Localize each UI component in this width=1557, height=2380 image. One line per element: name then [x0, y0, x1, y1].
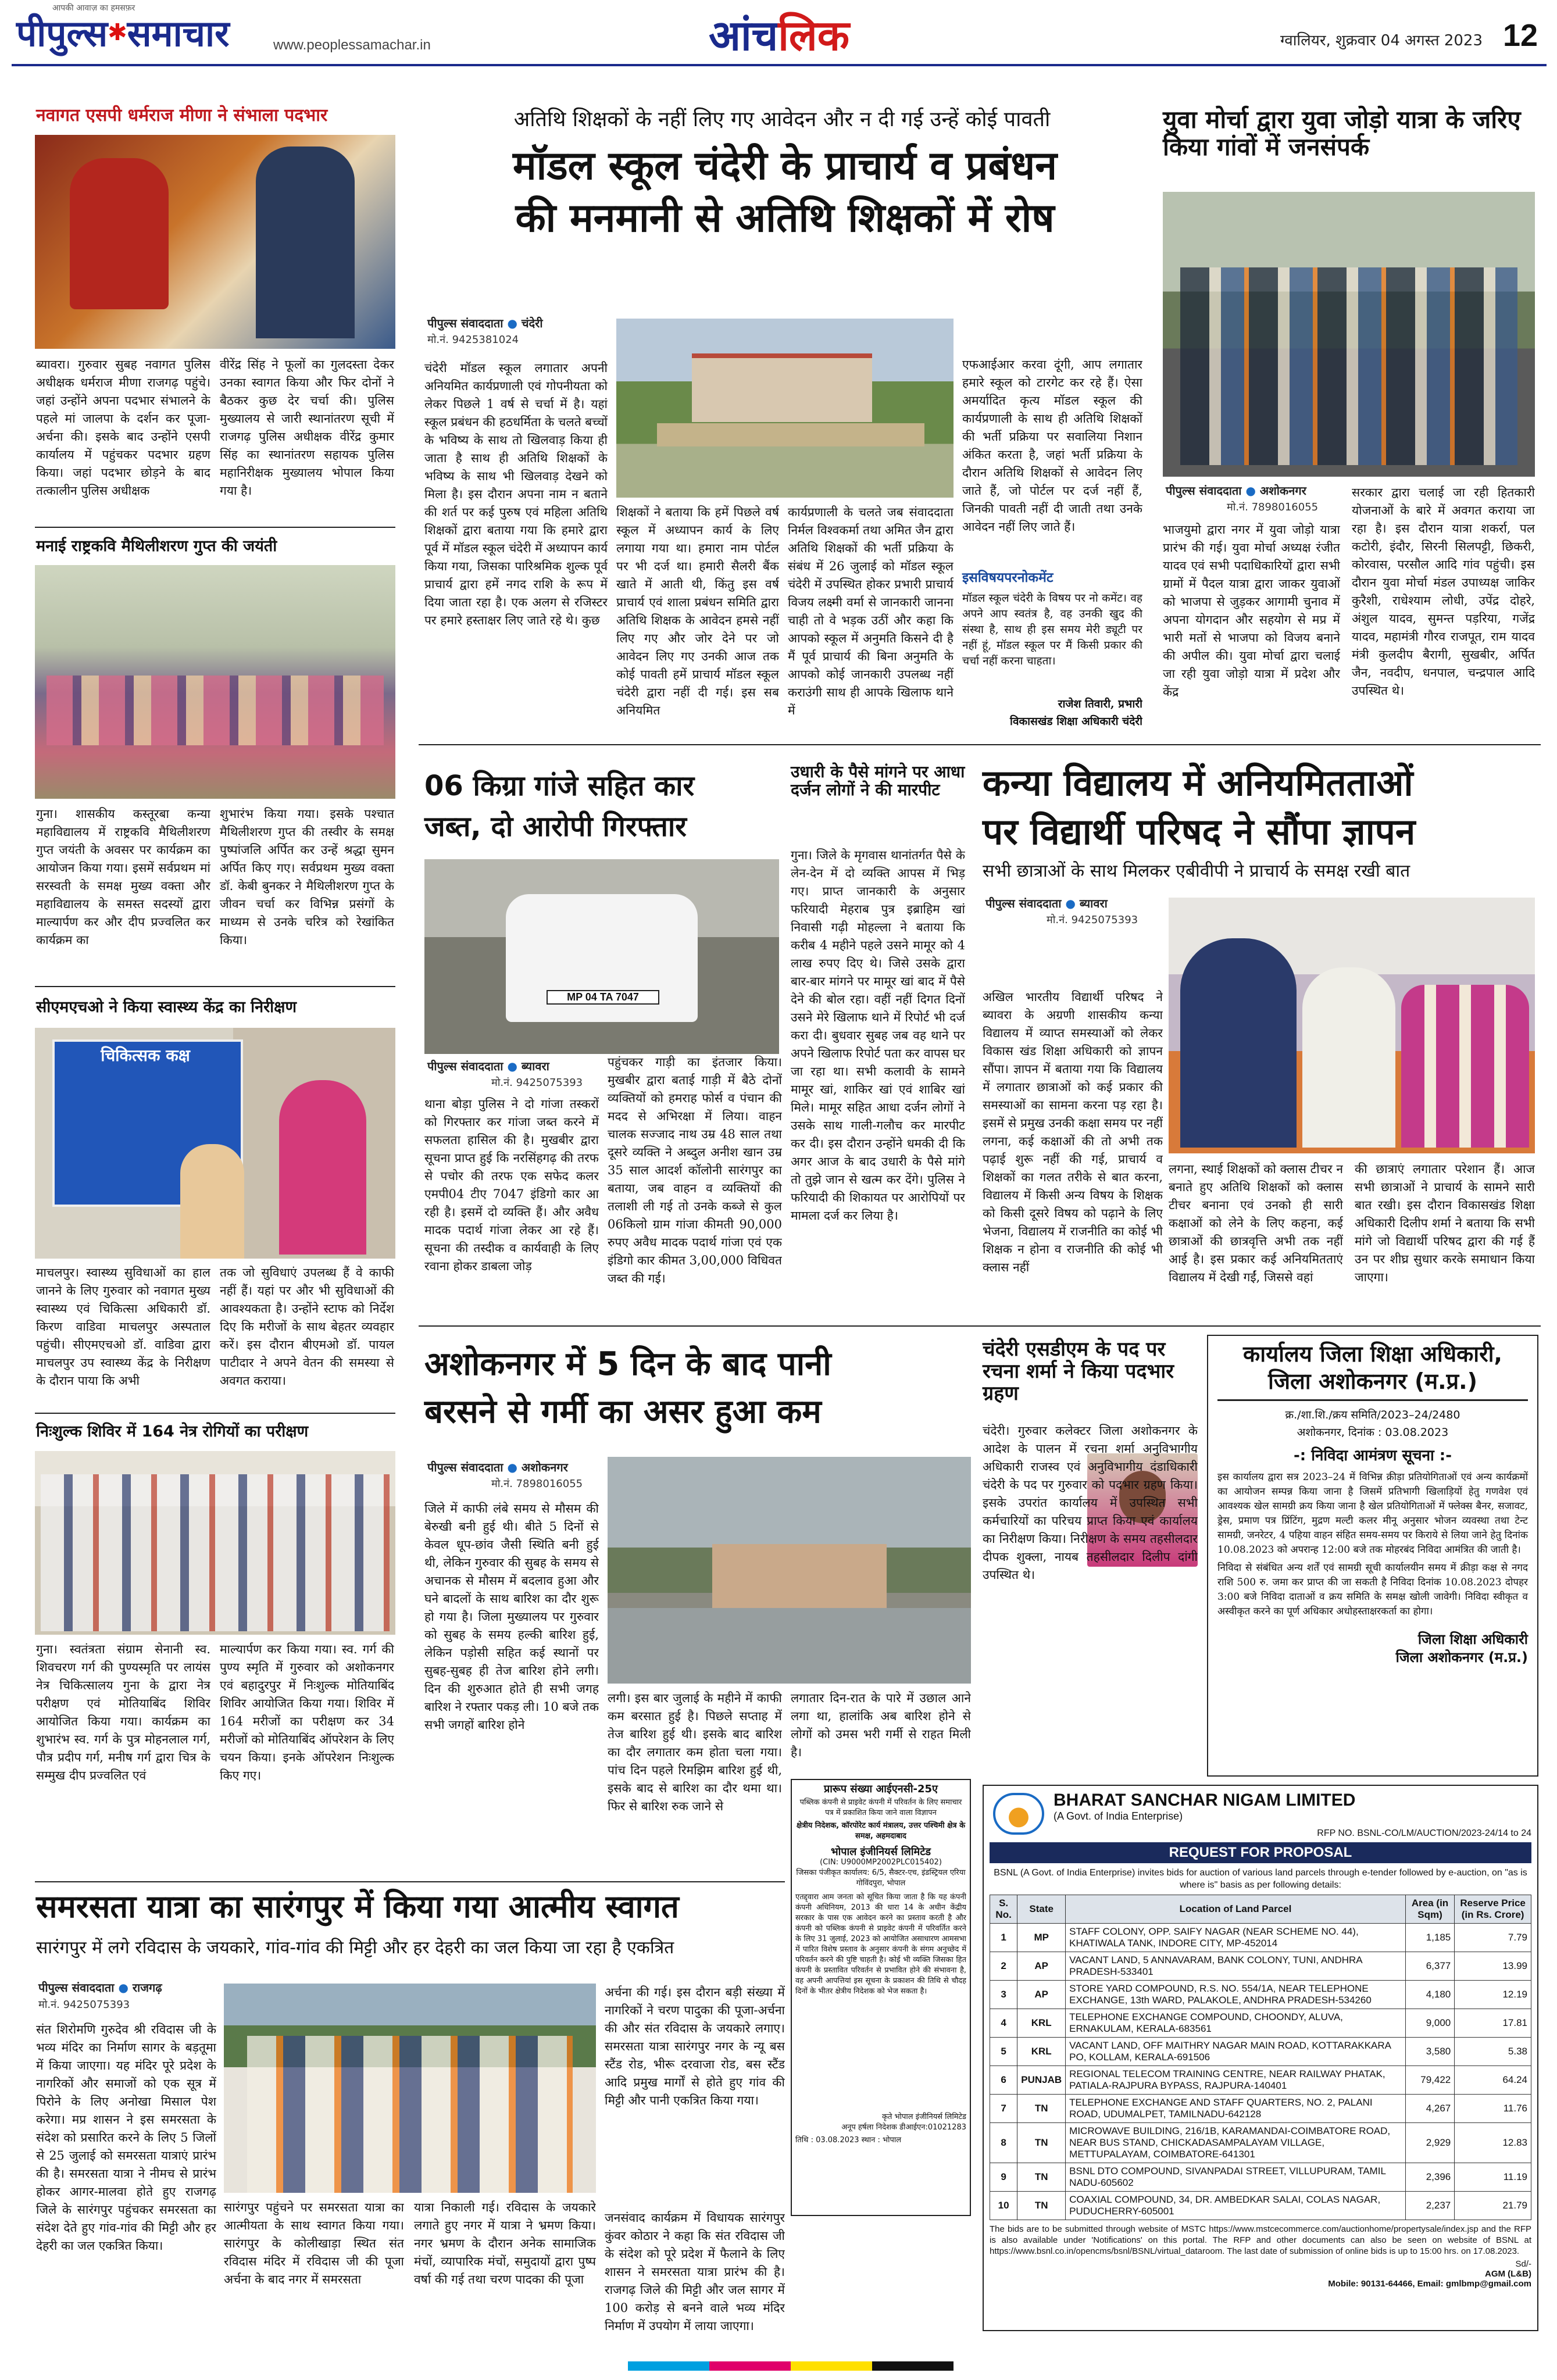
chc-photo	[35, 1028, 395, 1259]
lead-col2: शिक्षकों ने बताया कि हमें पिछले वर्ष स्कूल में अध्यापन कार्य के लिए लगाया गया था। हमारा नाम पोर्टल पर भी दर्ज था। हमारी सैलरी बैंक खाते में आती थी, किंतु इस वर्ष प्राचार्य एवं शाला प्रबंधन समिति द्वारा अतिथि शिक्षक के आवेदन हमसे नहीं लिए गए और जोर देने पर जो आवेदन लिए गए उनकी आज तक कोई पावती हमें प्राचार्य मॉडल स्कूल चंदेरी द्वारा नहीं दी गई। इस सब अनियमित	[616, 505, 779, 717]
inc-notice-box	[791, 1779, 971, 2216]
table-cell: STORE YARD COMPOUND, R.S. NO. 554/1A, NEAR TELEPHONE EXCHANGE, 13th WARD, PALAKOLE, ANDHRA PRADESH-534260	[1066, 1980, 1406, 2009]
lead-col1: चंदेरी मॉडल स्कूल लगातार अपनी अनियमित कार्यप्रणाली एवं गोपनीयता को लेकर पिछले 1 वर्ष से चर्चा में है। यहां स्कूल प्रबंधन की हठधर्मिता के चलते बच्चों के भविष्य के साथ तो खिलवाड़ किया ही जाता है साथ ही अतिथि शिक्षकों के भविष्य के साथ भी खिलवाड़ देखने को मिला है। इस दौरान अपना नाम न बताने की शर्त पर कई पुरुष एवं महिला अतिथि शिक्षकों द्वारा बताया गया कि हमारे द्वारा पूर्व में मॉडल स्कूल चंदेरी में अध्यापन कार्य किया गया, जिसका पारिश्रमिक शुल्क पूर्व प्राचार्य द्वारा हमें नगद राशि के रूप में दिया जाता रहा है। एक अलग से रजिस्टर पर हमारे हस्ताक्षर लिए जाते रहे थे। कुछ	[424, 361, 608, 627]
table-cell: 11.19	[1455, 2163, 1531, 2191]
abvp-photo	[1169, 898, 1535, 1153]
yatra-mobile: मो.नं. 7898016055	[1227, 501, 1319, 513]
table-cell: TN	[1017, 2191, 1066, 2220]
inc-notice-director: अनूप हर्षला निदेशक डीआईएन:01021283	[841, 2123, 966, 2132]
samrasta-col1: संत शिरोमणि गुरुदेव श्री रविदास जी के भव्य मंदिर का निर्माण सागर के बड़तूमा में किया जाएगा। यह मंदिर पूरे प्रदेश के नागरिकों और समाजों को एक सूत्र में पिरोने के लिए अनोखा मिसाल पेश करेगा। मप्र शासन ने इस समरसता के संदेश को प्रसारित करने के लिए 5 जिलों से 25 जुलाई को समरसता यात्राएं प्रारंभ की है। समरसता यात्रा ने नीमच से प्रारंभ होकर आगर-मालवा होते हुए राजगढ़ जिले के सारंगपुर पहुंचकर समरसता का संदेश देते हुए गांव-गांव की मिट्टी और हर देहरी का जल एकत्रित किया।	[36, 2022, 216, 2253]
udhari-headline: उधारी के पैसे मांगने पर आधा दर्जन लोगों ने की मारपीट	[791, 762, 965, 800]
abvp-col3: की छात्राएं लगातार परेशान हैं। आज सभी छात्राओं ने प्राचार्य के सामने सारी बात रखी। इस दौरान विकासखंड शिक्षा अधिकारी दिलीप शर्मा ने बताया कि सभी मांगे जो विद्यार्थी परिषद द्वारा की गई हैं उन पर शीघ्र सुधार करके समाधान किया जाएगा।	[1355, 1162, 1535, 1284]
table-cell: 2,929	[1405, 2122, 1454, 2163]
deo-title-line2: जिला अशोकनगर (म.प्र.)	[1268, 1368, 1477, 1394]
table-cell: VACANT LAND, 5 ANNAVARAM, BANK COLONY, TUNI, ANDHRA PRADESH-533401	[1066, 1952, 1406, 1980]
udhari-photo	[791, 842, 965, 846]
abvp-byline: पीपुल्स संवाददाता ● ब्यावरा	[985, 896, 1108, 910]
bsnl-sub: (A Govt. of India Enterprise)	[1054, 1810, 1183, 1822]
bsnl-sign2: AGM (L&B)	[1485, 2268, 1531, 2279]
lead-comment-sign2: विकासखंड शिक्षा अधिकारी चंदेरी	[1010, 715, 1142, 728]
brand-prefix: पीपुल्स	[16, 12, 108, 55]
rain-col2: लगी। इस बार जुलाई के महीने में काफी कम बरसात हुई है। पिछले सप्ताह में तेज बारिश हुई थी। इसके बाद बारिश का दौर लगातार कम होता चला गया। पांच दिन पहले रिमझिम बारिश हुई थी, इसके बाद से बारिश का दौर थमा था। फिर से बारिश रुक जाने से	[608, 1691, 782, 1813]
lead-byline: पीपुल्स संवाददाता ● चंदेरी	[427, 316, 543, 330]
samrasta-headline: समरसता यात्रा का सारंगपुर में किया गया आत्मीय स्वागत	[36, 1888, 679, 1925]
ganja-headline-line2: जब्त, दो आरोपी गिरफ्तार	[424, 810, 687, 843]
divider	[35, 527, 395, 528]
table-cell: 2,396	[1405, 2163, 1454, 2191]
yatra-headline: युवा मोर्चा द्वारा युवा जोड़ो यात्रा के जरिए किया गांवों में जनसंपर्क	[1163, 105, 1521, 162]
deo-sign1: जिला शिक्षा अधिकारी	[1417, 1631, 1528, 1648]
samrasta-col3: यात्रा निकाली गई। रविदास के जयकारे लगाते हुए नगर में यात्रा ने भ्रमण किया। नगर भ्रमण के दौरान अनेक सामाजिक मंचों, व्यापारिक मंचों, समुदायों द्वारा पुष्प वर्षा की गई तथा चरण पादका की पूजा	[414, 2200, 596, 2286]
table-cell: TN	[1017, 2163, 1066, 2191]
byline-name: पीपुल्स संवाददाता	[985, 896, 1062, 910]
table-cell: KRL	[1017, 2037, 1066, 2065]
eye-camp-photo	[35, 1451, 395, 1635]
samrasta-subhead: सारंगपुर में लगे रविदास के जयकारे, गांव-गांव की मिट्टी और हर देहरी का जल किया जा रहा है एकत्रित	[36, 1938, 674, 1958]
lead-headline-line2: की मनमानी से अतिथि शिक्षकों में रोष	[515, 195, 1055, 241]
ganja-headline-line1: 06 किग्रा गांजे सहित कार	[424, 770, 695, 802]
table-row	[990, 2122, 1531, 2163]
table-cell: 4,267	[1405, 2094, 1454, 2122]
deo-ref: क्र./शा.शि./क्रय समिति/2023–24/2480	[1285, 1409, 1460, 1422]
deo-date: अशोकनगर, दिनांक : 03.08.2023	[1297, 1426, 1449, 1439]
lead-school-photo	[616, 319, 954, 498]
table-cell: 7	[990, 2094, 1017, 2122]
table-cell: TN	[1017, 2122, 1066, 2163]
chc-col1: माचलपुर। स्वास्थ्य सुविधाओं का हाल जानने के लिए गुरुवार को नवागत मुख्य स्वास्थ्य एवं चिकित्सा अधिकारी डॉ. किरण वाडिवा माचलपुर अस्पताल पहुंची। सीएमएचओ डॉ. वाडिवा द्वारा माचलपुर उप स्वास्थ्य केंद्र के निरीक्षण के दौरान पाया कि अभी	[36, 1266, 210, 1388]
table-cell: 64.24	[1455, 2065, 1531, 2094]
yatra-photo	[1163, 192, 1535, 477]
table-cell: AP	[1017, 1980, 1066, 2009]
bsnl-rfp-no: RFP NO. BSNL-CO/LM/AUCTION/2023-24/14 to 24	[1317, 1828, 1531, 1838]
table-cell: 9	[990, 2163, 1017, 2191]
lead-mobile: मो.नं. 9425381024	[427, 334, 519, 346]
divider	[1217, 1399, 1528, 1401]
section-title-part2: लिक	[778, 11, 850, 60]
bsnl-contact: Mobile: 90131-64466, Email: gmlbmp@gmail.com	[1328, 2278, 1531, 2289]
table-cell: 17.81	[1455, 2009, 1531, 2037]
table-header-cell: S. No.	[990, 1895, 1017, 1923]
table-row	[990, 2191, 1531, 2220]
inc-notice-title: प्रारूप संख्या आईएनसी-25ए	[824, 1783, 938, 1795]
table-cell: 4	[990, 2009, 1017, 2037]
lead-kicker: अतिथि शिक्षकों के नहीं लिए गए आवेदन और न दी गई उन्हें कोई पावती	[513, 108, 1051, 131]
table-cell: 3,580	[1405, 2037, 1454, 2065]
rain-col1: जिले में काफी लंबे समय से मौसम की बेरुखी बनी हुई थी। बीते 5 दिनों से केवल धूप-छांव जैसी स्थिति बनी हुई थी, लेकिन गुरुवार की सुबह के समय से अचानक से मौसम में बदलाव हुआ और घने बादलों के साथ बारिश का दौर शुरू हो गया है। जिला मुख्यालय पर गुरुवार को सुबह के समय हल्की बारिश हुई, लेकिन पड़ोसी सहित कई स्थानों पर सुबह-सुबह ही तेज बारिश होने लगी। दिन की शुरुआत होते ही सभी जगह बारिश ने रफ्तार पकड़ ली। 10 बजे तक सभी जगहों बारिश होने	[424, 1502, 599, 1732]
table-cell: 5.38	[1455, 2037, 1531, 2065]
table-row	[990, 2163, 1531, 2191]
table-row	[990, 2009, 1531, 2037]
ganja-mobile: मो.नं. 9425075393	[491, 1077, 583, 1089]
abvp-headline-line1: कन्या विद्यालय में अनियमितताओं	[983, 762, 1413, 804]
bsnl-intro: BSNL (A Govt. of India Enterprise) invites bids for auction of various land parcels through e-tender followed by e-auction, on "as is where is" basis as per following details:	[994, 1867, 1527, 1890]
table-header-cell: State	[1017, 1895, 1066, 1923]
brand-tagline: आपकी आवाज़ का हमसफ़र	[52, 3, 135, 13]
abvp-col2: लगना, स्थाई शिक्षकों को क्लास टीचर न बनाते हुए अतिथि शिक्षकों को क्लास टीचर बनाना एवं उनको ही सारी कक्षाओं को लेने के लिए कहना, कई छात्राओं की छात्रवृत्ति अभी तक नहीं आई है। इस प्रकार कई अनियमितताएं विद्यालय में देखी गईं, जिससे वहां	[1169, 1162, 1343, 1284]
inc-notice-place-date: तिथि : 03.08.2023 स्थान : भोपाल	[795, 2136, 902, 2145]
table-header-cell: Location of Land Parcel	[1066, 1895, 1406, 1923]
table-cell: VACANT LAND, OFF MAITHRY NAGAR MAIN ROAD, KOTTARAKKARA PO, KOLLAM, KERALA-691506	[1066, 2037, 1406, 2065]
ganja-byline: पीपुल्स संवाददाता ● ब्यावरा	[427, 1059, 549, 1073]
inc-notice-to: क्षेत्रीय निदेशक, कॉरपोरेट कार्य मंत्रालय, उत्तर पश्चिमी क्षेत्र के समक्ष, अहमदाबाद	[796, 1821, 966, 1841]
inc-notice-body: एतद्द्वारा आम जनता को सूचित किया जाता है कि यह कंपनी कंपनी अधिनियम, 2013 की धारा 14 के अधीन केंद्रीय सरकार के पास एक आवेदन करने का प्रस्ताव करती है और कंपनी को पब्लिक कंपनी से प्राइवेट कंपनी में परिवर्तित करने के लिए 31 जुलाई, 2023 को आयोजित असाधारण आमसभा में पारित विशेष प्रस्ताव के अनुसार कंपनी के संगम अनुच्छेद में परिवर्तन करने की पुष्टि चाहती है। कोई भी व्यक्ति जिसका हित कंपनी के प्रस्तावित परिवर्तन से प्रभावित होने की संभावना है, वह अपनी आपत्तियां इस सूचना के प्रकाशन की तिथि से चौदह दिनों के भीतर क्षेत्रीय निदेशक को भेज सकता है।	[795, 1893, 966, 1996]
table-row	[990, 2065, 1531, 2094]
masthead	[0, 0, 1557, 69]
chc-headline: सीएमएचओ ने किया स्वास्थ्य केंद्र का निरीक्षण	[36, 998, 297, 1016]
bsnl-footer: The bids are to be submitted through website of MSTC https://www.mstcecommerce.com/auctionhome/propertysale/index.jsp and the RFP is also available under 'Notifications' on this portal. The RFP and other documents can also be seen on website of BSNL at https://www.bsnl.co.in/opencms/bsnl/BSNL/virtual_dataroom. The last date of submission of online bids is up to 15:00 hrs. on 17.08.2023.	[990, 2224, 1531, 2256]
table-row	[990, 2037, 1531, 2065]
page-number: 12	[1502, 18, 1538, 53]
table-cell: TN	[1017, 2094, 1066, 2122]
deo-title-line1: कार्यालय जिला शिक्षा अधिकारी,	[1243, 1341, 1502, 1367]
deo-para2: निविदा से संबंधित अन्य शर्तें एवं सामग्री सूची कार्यालयीन समय में क्रीड़ा कक्ष से नगद राशि 500 रु. जमा कर प्राप्त की जा सकती है निविदा दिनांक 10.08.2023 दोपहर 3:00 बजे निविदा दाताओं व क्रय समिति के समक्ष खोली जावेगी। निविदा स्वीकृत व अस्वीकृत करने का पूर्ण अधिकार अधोहस्ताक्षरकर्ता का होगा।	[1217, 1562, 1528, 1618]
dateline: ग्वालियर, शुक्रवार 04 अगस्त 2023	[1280, 32, 1483, 49]
section-title	[669, 6, 890, 58]
table-cell: 3	[990, 1980, 1017, 2009]
deo-notice-head: -: निविदा आमंत्रण सूचना :-	[1294, 1447, 1452, 1465]
table-cell: AP	[1017, 1952, 1066, 1980]
byline-place: अशोकनगर	[521, 1460, 568, 1474]
chc-board-title: चिकित्सक कक्ष	[101, 1046, 190, 1065]
bsnl-request-title: REQUEST FOR PROPOSAL	[990, 1842, 1531, 1863]
website-link[interactable]: www.peoplessamachar.in	[273, 37, 431, 53]
table-cell: KRL	[1017, 2009, 1066, 2037]
table-cell: 79,422	[1405, 2065, 1454, 2094]
inc-notice-intro: पब्लिक कंपनी से प्राइवेट कंपनी में परिवर्तन के लिए समाचार पत्र में प्रकाशित किया जाने वाला विज्ञापन	[799, 1798, 962, 1818]
table-cell: 12.19	[1455, 1980, 1531, 2009]
jayanti-col2: शुभारंभ किया गया। इसके पश्चात मैथिलीशरण गुप्त की तस्वीर के समक्ष पुष्पांजलि अर्पित कर उन्हें श्रद्धा सुमन अर्पित किए गए। सर्वप्रथम मुख्य वक्ता डॉ. केबी बुनकर ने मैथिलीशरण गुप्त के जीवन चर्चा कर विभिन्न प्रसंगों के माध्यम से उनके चरित्र को रेखांकित किया।	[220, 807, 394, 947]
byline-place: ब्यावरा	[1079, 896, 1108, 910]
table-cell: 4,180	[1405, 1980, 1454, 2009]
bsnl-land-table	[990, 1895, 1531, 2220]
table-cell: 5	[990, 2037, 1017, 2065]
print-color-bar	[628, 2361, 954, 2371]
byline-name: पीपुल्स संवाददाता	[427, 316, 503, 330]
ganja-car-photo	[424, 859, 779, 1054]
eye-camp-col1: गुना। स्वतंत्रता संग्राम सेनानी स्व. शिवचरण गर्ग की पुण्यस्मृति पर लायंस नेत्र चिकित्सालय गुना के द्वारा नेत्र परीक्षण एवं मोतियाबिंद शिविर आयोजित किया गया। कार्यक्रम का शुभारंभ स्व. गर्ग के पुत्र मोहनलाल गर्ग, पौत्र प्रदीप गर्ग, मनीष गर्ग द्वारा चित्र के सम्मुख दीप प्रज्वलित एवं	[36, 1642, 210, 1782]
table-row	[990, 2094, 1531, 2122]
table-cell: 12.83	[1455, 2122, 1531, 2163]
sp-story-photo	[35, 135, 395, 349]
byline-name: पीपुल्स संवाददाता	[1166, 484, 1242, 498]
ganja-number-plate: MP 04 TA 7047	[547, 990, 659, 1005]
rain-col3: लगातार दिन-रात के पारे में उछाल आने लगा था, हालांकि अब बारिश होने से लोगों को उमस भरी गर्मी से राहत मिली है।	[791, 1691, 971, 1759]
abvp-subhead: सभी छात्राओं के साथ मिलकर एबीवीपी ने प्राचार्य के समक्ष रखी बात	[983, 861, 1410, 881]
deo-notice-box	[1207, 1335, 1538, 1777]
bsnl-logo	[993, 1793, 1044, 1835]
sdm-body: चंदेरी। गुरुवार कलेक्टर जिला अशोकनगर के आदेश के पालन में रचना शर्मा अनुविभागीय अधिकारी राजस्व एवं अनुविभागीय दंडाधिकारी चंदेरी के पद पर गुरुवार को पदभार ग्रहण किया। इसके उपरांत कार्यालय में उपस्थित सभी कर्मचारियों का परिचय प्राप्त किया एवं कार्यालय का निरीक्षण किया। निरीक्षण के समय तहसीलदार दीपक शुक्ला, नायब तहसीलदार दिलीप दांगी उपस्थित थे।	[983, 1424, 1198, 1582]
rain-headline-line2: बरसने से गर्मी का असर हुआ कम	[424, 1393, 822, 1431]
table-cell: 2	[990, 1952, 1017, 1980]
chc-col2: तक जो सुविधाएं उपलब्ध हैं वे काफी नहीं हैं। यहां पर और भी सुविधाओं की आवश्यकता है। उन्होंने स्टाफ को निर्देश दिए कि मरीजों के साथ बेहतर व्यवहार करें। इस दौरान बीएमओ डॉ. पायल पाटीदार ने अपने वेतन की समस्या से अवगत कराया।	[220, 1266, 394, 1388]
samrasta-mobile: मो.नं. 9425075393	[38, 1999, 130, 2011]
table-cell: 9,000	[1405, 2009, 1454, 2037]
jayanti-col1: गुना। शासकीय कस्तूरबा कन्या महाविद्यालय में राष्ट्रकवि मैथिलीशरण गुप्त जयंती के अवसर पर कार्यक्रम का आयोजन किया गया। इसमें सर्वप्रथम मां सरस्वती के समक्ष मुख्य वक्ता और महाविद्यालय के समस्त सदस्यों द्वारा माल्यार्पण कर और दीप प्रज्वलित कर कार्यक्रम का	[36, 807, 210, 947]
udhari-body: गुना। जिले के मृगवास थानांतर्गत पैसे के लेन-देन में दो व्यक्ति आपस में भिड़ गए। प्राप्त जानकारी के अनुसार फरियादी मेहराब पुत्र इब्राहिम खां निवासी गढ़ी मोहल्ला ने बताया कि करीब 4 महीने पहले उसने मामूर को 4 लाख रुपए दिए थे। जिसे उसके द्वारा बार-बार मांगने पर मामूर खां बाद में पैसे देने की बोल रहा। वहीं नहीं दिगत दिनों उसने मेरे खिलाफ थाने में रिपोर्ट भी दर्ज करा दी। बुधवार सुबह जब वह थाने पर अपने खिलाफ रिपोर्ट पता कर वापस घर जा रहा था। सभी कलावी के सामने मामूर खां, शाकिर खां एवं शाबिर खां मिले। मामूर सहित आधा दर्जन लोगों ने उसके साथ गाली-गलौच कर मारपीट कर दी। इस दौरान उन्होंने धमकी दी कि अगर आज के बाद उधारी के पैसे मांगे तो तुझे जान से खत्म कर देंगे। पुलिस ने फरियादी की शिकायत पर आरोपियों पर मामला दर्ज कर लिया है।	[791, 848, 965, 1223]
sdm-headline: चंदेरी एसडीएम के पद पर रचना शर्मा ने किया पदभार ग्रहण	[983, 1338, 1174, 1406]
brand-suffix: समाचार	[127, 12, 230, 55]
inc-notice-for: कृते भोपाल इंजीनियर्स लिमिटेड	[882, 2113, 966, 2122]
table-cell: 6,377	[1405, 1952, 1454, 1980]
bsnl-name: BHARAT SANCHAR NIGAM LIMITED	[1054, 1791, 1356, 1810]
lead-comment-body: मॉडल स्कूल चंदेरी के विषय पर नो कमेंट। वह अपने आप स्वतंत्र है, वह उनकी खुद की संस्था है, साथ ही इस समय मेरी ड्यूटी पर नहीं हूं, मॉडल स्कूल पर मैं किसी प्रकार की चर्चा नहीं करना चाहता।	[962, 592, 1142, 667]
byline-place: चंदेरी	[521, 316, 543, 330]
deo-sign2: जिला अशोकनगर (म.प्र.)	[1395, 1649, 1528, 1666]
masthead-rule	[12, 64, 1547, 66]
ganja-col2: पहुंचकर गाड़ी का इंतजार किया। मुखबीर द्वारा बताई गाड़ी में बैठे दोनों व्यक्तियों को हमराह फोर्स व पंचान की मदद से अभिरक्षा में लिया। वाहन चालक सज्जाद नाथ उम्र 48 साल तथा दूसरे व्यक्ति ने अब्दुल अनीश खान उम्र 35 साल आदर्श कॉलोनी सारंगपुर का बताया, जब वाहन व व्यक्तियों की तलाशी ली गई तो उनके कब्जे से कुल 06किलो ग्राम गांजा कीमती 90,000 रुपए अवैध मादक पदार्थ गांजा एवं एक इंडिगो कार कीमत 3,00,000 विधिवत जब्त की गई।	[608, 1055, 782, 1285]
divider	[35, 986, 395, 987]
lead-col4: एफआईआर करवा दूंगी, आप लगातार हमारे स्कूल को टारगेट कर रहे हैं। ऐसा अमर्यादित कृत्य मॉडल स्कूल की कार्यप्रणाली के साथ ही अतिथि शिक्षकों की भर्ती प्रक्रिया पर सवालिया निशान अंकित करता है, जहां भर्ती प्रक्रिया के दौरान अतिथि शिक्षकों से आवेदन लिए जाते हैं, जो पोर्टल पर दर्ज नहीं हैं, जिनकी पावती नहीं दी जाती तथा उनके आवेदन नहीं लिए जाते हैं।	[962, 358, 1142, 534]
table-cell: 11.76	[1455, 2094, 1531, 2122]
table-header-cell: Reserve Price (in Rs. Crore)	[1455, 1895, 1531, 1923]
table-cell: 21.79	[1455, 2191, 1531, 2220]
lead-comment-sign: राजेश तिवारी, प्रभारी	[1058, 698, 1142, 710]
table-cell: REGIONAL TELECOM TRAINING CENTRE, NEAR RAILWAY PHATAK, PATIALA-RAJPURA BYPASS, RAJPURA-140401	[1066, 2065, 1406, 2094]
rain-mobile: मो.नं. 7898016055	[491, 1478, 583, 1490]
byline-name: पीपुल्स संवाददाता	[38, 1981, 115, 1995]
divider	[35, 1413, 395, 1414]
lead-comment-title: इसविषयपरनोकमेंट	[962, 570, 1054, 585]
eye-camp-headline: निःशुल्क शिविर में 164 नेत्र रोगियों का परीक्षण	[36, 1423, 309, 1441]
samrasta-col2: सारंगपुर पहुंचने पर समरसता यात्रा का आत्मीयता के साथ स्वागत किया गया। सारंगपुर के कोलीखाड़ा स्थित संत रविदास मंदिर में रविदास जी की पूजा अर्चना के बाद नगर में समरसता	[224, 2200, 404, 2286]
inc-notice-company: भोपाल इंजीनियर्स लिमिटेड	[830, 1846, 931, 1859]
abvp-mobile: मो.नं. 9425075393	[1047, 914, 1138, 926]
byline-place: राजगढ़	[132, 1981, 162, 1995]
brand-star-icon: ✱	[108, 19, 127, 46]
table-cell: 2,237	[1405, 2191, 1454, 2220]
yatra-col2: सरकार द्वारा चलाई जा रही हितकारी योजनाओं के बारे में अवगत कराया जा रहा है। इस दौरान यात्रा शकर्रा, पल कटोरी, इंदौर, सिरनी सिलपट्टी, छिकरी, कोरवास, परसौल आदि गांव पहुंची। इस दौरान युवा मोर्चा मंडल उपाध्यक्ष जाकिर कुरैशी, राधेश्याम लोधी, उपेंद्र दोहरे, अंशुल यादव, सुमन्त पड़रिया, गजेंद्र यादव, महामंत्री गौरव राजपूत, राम यादव मंत्री कुलदीप बैरागी, सुखबीर, अर्पित जैन, नवदीप, धनपाल, चन्द्रपाल आदि उपस्थित थे।	[1352, 485, 1535, 698]
table-row	[990, 1952, 1531, 1980]
table-cell: 7.79	[1455, 1923, 1531, 1952]
table-cell: MICROWAVE BUILDING, 216/1B, KARAMANDAI-COIMBATORE ROAD, NEAR BUS STAND, CHICKADASAMPALAYAM VILLAGE, METTUPALAYAM, COIMBATORE-641301	[1066, 2122, 1406, 2163]
byline-place: ब्यावरा	[521, 1059, 549, 1073]
ganja-col1: थाना बोड़ा पुलिस ने दो गांजा तस्करों को गिरफ्तार कर गांजा जब्त करने में सफलता हासिल की है। मुखबीर द्वारा सूचना प्राप्त हुई कि नरसिंहगढ़ की तरफ से पचोर की तरफ एक सफेद कलर एमपी04 टीए 7047 इंडिगो कार आ रही है। इसमें दो व्यक्ति हैं। और अवैध मादक पदार्थ गांजा लेकर आ रहे हैं। सूचना की तस्दीक व कार्यवाही के लिए रवाना होकर डाबला जोड़	[424, 1097, 599, 1273]
byline-name: पीपुल्स संवाददाता	[427, 1460, 503, 1474]
sp-story-col2: वीरेंद्र सिंह ने फूलों का गुलदस्ता देकर उनका स्वागत किया और फिर दोनों ने बैठकर कुछ देर चर्चा की। पुलिस मुख्यालय से जारी स्थानांतरण सूची में राजगढ़ पुलिस अधीक्षक वीरेंद्र कुमार सिंह का स्थानांतरण सहायक पुलिस महानिरीक्षक मुख्यालय भोपाल किया गया है।	[220, 358, 394, 498]
table-cell: PUNJAB	[1017, 2065, 1066, 2094]
abvp-headline-line2: पर विद्यार्थी परिषद ने सौंपा ज्ञापन	[983, 810, 1416, 853]
table-cell: TELEPHONE EXCHANGE AND STAFF QUARTERS, NO. 2, PALANI ROAD, UDUMALPET, TAMILNADU-642128	[1066, 2094, 1406, 2122]
lead-headline-line1: मॉडल स्कूल चंदेरी के प्राचार्य व प्रबंधन	[513, 143, 1057, 189]
sp-story-col1: ब्यावरा। गुरुवार सुबह नवागत पुलिस अधीक्षक धर्मराज मीणा राजगढ़ पहुंचे। जहां उन्होंने अपना पदभार संभालने के पहले मां जालपा के दर्शन कर पूजा-अर्चना की। इसके बाद उन्होंने एसपी कार्यालय में पहुंचकर पदभार ग्रहण किया। जहां पदभार छोड़ने के बाद तत्कालीन पुलिस अधीक्षक	[36, 358, 210, 498]
eye-camp-col2: माल्यार्पण कर किया गया। स्व. गर्ग की पुण्य स्मृति में गुरुवार को अशोकनगर एवं बहादुरपुर में निःशुल्क मोतियाबिंद शिविर आयोजित किया गया। शिविर में 164 मरीजों का परीक्षण कर 34 मरीजों को मोतियाबिंद ऑपरेशन के लिए चयन किया। इनके ऑपरेशन निःशुल्क किए गए।	[220, 1642, 394, 1782]
inc-notice-office: जिसका पंजीकृत कार्यालय: 6/5, सैक्टर-एच, इंडस्ट्रियल एरिया गोविंदपुरा, भोपाल	[796, 1868, 966, 1888]
jayanti-headline: मनाई राष्ट्रकवि मैथिलीशरण गुप्त की जयंती	[36, 537, 277, 555]
table-cell: COAXIAL COMPOUND, 34, DR. AMBEDKAR SALAI, COLAS NAGAR, PUDUCHERRY-605001	[1066, 2191, 1406, 2220]
table-cell: 6	[990, 2065, 1017, 2094]
yatra-byline: पीपुल्स संवाददाता ● अशोकनगर	[1166, 484, 1306, 498]
section-title-part1: आंच	[708, 11, 779, 60]
bsnl-sign: Sd/-	[1515, 2259, 1531, 2269]
rain-headline-line1: अशोकनगर में 5 दिन के बाद पानी	[424, 1345, 831, 1383]
brand-logo	[16, 8, 272, 55]
deo-para1: इस कार्यालय द्वारा सत्र 2023–24 में विभिन्न क्रीड़ा प्रतियोगिताओं एवं अन्य कार्यक्रमों का आयोजन सम्पन्न किया जाना है जिसमें प्रतिभागी खिलाड़ियों हेतु गणवेश एवं आवश्यक खेल सामग्री क्रय किया जाना है खेल प्रतियोगिताओं में फ्लेक्स बैनर, सजावट, ड्रेस, प्रमाण पत्र प्रिंटिंग, मुद्रण मल्टी कलर मीनू अनुसार भोजन व्यवस्था तथा टेन्ट सामग्री, जनरेटर, 4 पहिया वाहन संहित समय-समय पर किराये से लिया जाने हेतु दिनांक 10.08.2023 को अपरान्ह 12:00 बजे तक मोहरबंद निविदा आमंत्रित की जाती है।	[1217, 1471, 1528, 1556]
jayanti-photo	[35, 565, 395, 799]
table-cell: TELEPHONE EXCHANGE COMPOUND, CHOONDY, ALUVA, ERNAKULAM, KERALA-683561	[1066, 2009, 1406, 2037]
table-cell: 1,185	[1405, 1923, 1454, 1952]
yatra-col1: भाजयुमो द्वारा नगर में युवा जोड़ो यात्रा प्रारंभ की गई। युवा मोर्चा अध्यक्ष रंजीत यादव एवं सभी पदाधिकारियों द्वारा सभी ग्रामों में पैदल यात्रा द्वारा जाकर युवाओं को भाजपा से जुड़कर आगामी चुनाव में अपना योगदान और सहयोग से मप्र में भारी मतों से भाजपा को विजय बनाने की अपील की। युवा मोर्चा द्वारा चलाई जा रही युवा जोड़ो यात्रा में प्रदेश और केंद्र	[1163, 523, 1340, 699]
divider	[35, 1881, 785, 1882]
lead-col3: कार्यप्रणाली के चलते जब संवाददाता निर्मल विश्वकर्मा तथा अमित जैन द्वारा अतिथि शिक्षकों की भर्ती प्रक्रिया के संबंध में 26 जुलाई को मॉडल स्कूल चंदेरी में उपस्थित होकर प्रभारी प्राचार्य विजय लक्ष्मी वर्मा से जानकारी जानना चाही तो वे भड़क उठीं और कहा कि आपको स्कूल में अनुमति किसने दी है मैं पूर्व प्राचार्य की बिना अनुमति के आपको कोई जानकारी उपलब्ध नहीं कराउंगी साथ ही आपके खिलाफ थाने में	[788, 505, 954, 717]
table-cell: 13.99	[1455, 1952, 1531, 1980]
divider	[419, 1325, 1541, 1327]
samrasta-col4: अर्चना की गई। इस दौरान बड़ी संख्या में नागरिकों ने चरण पादुका की पूजा-अर्चना की और संत रविदास के जयकारे लगाए। समरसता यात्रा सारंगपुर नगर के न्यू बस स्टैंड रोड, भीरू दरवाजा रोड, बस स्टैंड आदि प्रमुख मार्गों से होते हुए गांव की मिट्टी और पानी एकत्रित किया गया।	[605, 1985, 785, 2107]
table-cell: BSNL DTO COMPOUND, SIVANPADAI STREET, VILLUPURAM, TAMIL NADU-605602	[1066, 2163, 1406, 2191]
table-header-cell: Area (in Sqm)	[1405, 1895, 1454, 1923]
table-cell: 1	[990, 1923, 1017, 1952]
divider	[419, 744, 1541, 745]
table-cell: 10	[990, 2191, 1017, 2220]
table-cell: MP	[1017, 1923, 1066, 1952]
abvp-col1: अखिल भारतीय विद्यार्थी परिषद ने ब्यावरा के अग्रणी शासकीय कन्या विद्यालय में व्याप्त समस्याओं को लेकर विकास खंड शिक्षा अधिकारी को ज्ञापन सौंपा। ज्ञापन में बताया गया कि विद्यालय में लगातार छात्राओं को कई प्रकार की समस्याओं का सामना करना पड़ रहा है। इसमें से प्रमुख उनकी कक्षा समय पर नहीं लगना, कई कक्षाओं की तो अभी तक पढ़ाई शुरू नहीं की गई, प्राचार्य व शिक्षकों का गलत तरीके से बात करना, विद्यालय में किसी अन्य विषय के शिक्षक को किसी दूसरे विषय को पढ़ाने के लिए भेजना, विद्यालय में राजनीति का कोई भी शिक्षक न होना व राजनीति की कोई भी क्लास नहीं	[983, 990, 1163, 1274]
samrasta-byline: पीपुल्स संवाददाता ● राजगढ़	[38, 1981, 162, 1995]
sp-story-headline: नवागत एसपी धर्मराज मीणा ने संभाला पदभार	[36, 105, 328, 126]
table-row	[990, 1923, 1531, 1952]
samrasta-col5: जनसंवाद कार्यक्रम में विधायक सारंगपुर कुंवर कोठार ने कहा कि संत रविदास जी के संदेश को पूरे प्रदेश में फैलाने के लिए शासन ने समरसता यात्रा प्रारंभ की है। राजगढ़ जिले की मिट्टी और जल सागर में 100 करोड़ से बनने वाले भव्य मंदिर निर्माण में उपयोग में लाया जाएगा।	[605, 2211, 785, 2333]
table-cell: STAFF COLONY, OPP. SAIFY NAGAR (NEAR SCHEME NO. 44), KHATIWALA TANK, INDORE CITY, MP-452014	[1066, 1923, 1406, 1952]
samrasta-photo	[224, 1984, 596, 2193]
table-cell: 8	[990, 2122, 1017, 2163]
inc-notice-cin: (CIN: U9000MP2002PLC015402)	[820, 1858, 942, 1867]
byline-place: अशोकनगर	[1259, 484, 1306, 498]
table-row	[990, 1980, 1531, 2009]
rain-photo	[608, 1457, 971, 1684]
rain-byline: पीपुल्स संवाददाता ● अशोकनगर	[427, 1460, 568, 1474]
byline-name: पीपुल्स संवाददाता	[427, 1059, 503, 1073]
bsnl-rfp-box	[983, 1785, 1538, 2331]
